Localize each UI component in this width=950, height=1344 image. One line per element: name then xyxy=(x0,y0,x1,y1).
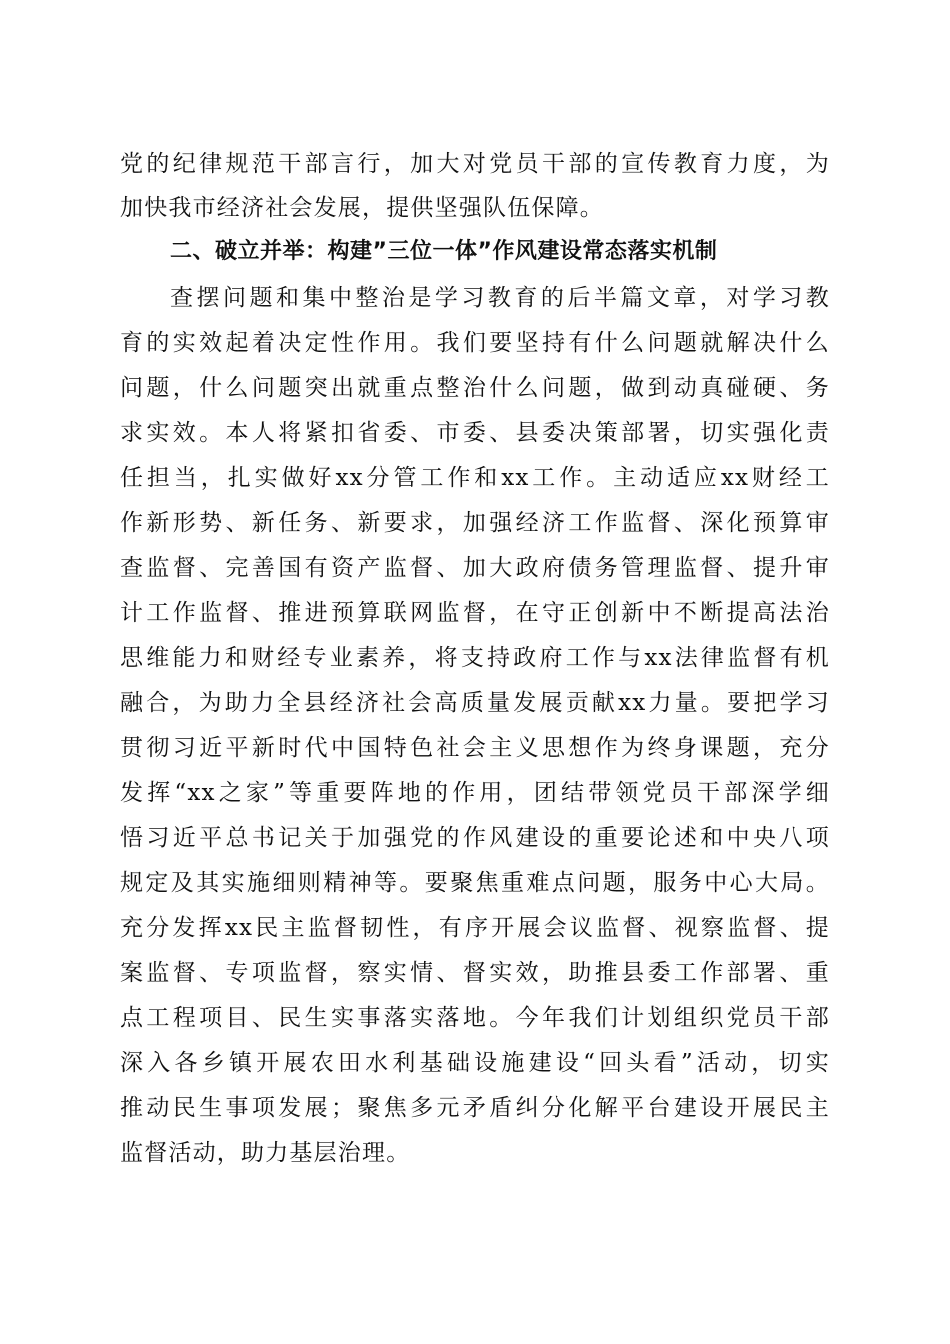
body-line: 充分发挥xx民主监督韧性，有序开展会议监督、视察监督、提 xyxy=(120,915,830,941)
body-line: 育的实效起着决定性作用。我们要坚持有什么问题就解决什么 xyxy=(120,330,830,356)
body-line: 监督活动，助力基层治理。 xyxy=(120,1140,411,1166)
body-line: 求实效。本人将紧扣省委、市委、县委决策部署，切实强化责 xyxy=(120,420,830,446)
intro-line: 加快我市经济社会发展，提供坚强队伍保障。 xyxy=(120,195,604,221)
body-line: 融合，为助力全县经济社会高质量发展贡献xx力量。要把学习 xyxy=(120,690,830,716)
body-line: 推动民生事项发展；聚焦多元矛盾纠分化解平台建设开展民主 xyxy=(120,1095,830,1121)
body-line: 发挥“xx之家”等重要阵地的作用，团结带领党员干部深学细 xyxy=(120,780,830,806)
section-heading: 二、破立并举：构建”三位一体”作风建设常态落实机制 xyxy=(170,239,718,264)
body-line: 思维能力和财经专业素养，将支持政府工作与xx法律监督有机 xyxy=(120,645,830,671)
body-line: 点工程项目、民生实事落实落地。今年我们计划组织党员干部 xyxy=(120,1005,830,1031)
body-line: 问题，什么问题突出就重点整治什么问题，做到动真碰硬、务 xyxy=(120,375,830,401)
intro-line: 党的纪律规范干部言行，加大对党员干部的宣传教育力度，为 xyxy=(120,151,830,177)
body-line: 查摆问题和集中整治是学习教育的后半篇文章，对学习教 xyxy=(170,285,830,311)
body-line: 深入各乡镇开展农田水利基础设施建设“回头看”活动，切实 xyxy=(120,1050,830,1076)
body-line: 任担当，扎实做好xx分管工作和xx工作。主动适应xx财经工 xyxy=(120,465,830,491)
body-line: 作新形势、新任务、新要求，加强经济工作监督、深化预算审 xyxy=(120,510,830,536)
body-line: 查监督、完善国有资产监督、加大政府债务管理监督、提升审 xyxy=(120,555,830,581)
body-line: 规定及其实施细则精神等。要聚焦重难点问题，服务中心大局。 xyxy=(120,870,830,896)
body-line: 贯彻习近平新时代中国特色社会主义思想作为终身课题，充分 xyxy=(120,735,830,761)
body-line: 悟习近平总书记关于加强党的作风建设的重要论述和中央八项 xyxy=(120,825,830,851)
body-line: 计工作监督、推进预算联网监督，在守正创新中不断提高法治 xyxy=(120,600,830,626)
body-line: 案监督、专项监督，察实情、督实效，助推县委工作部署、重 xyxy=(120,960,830,986)
